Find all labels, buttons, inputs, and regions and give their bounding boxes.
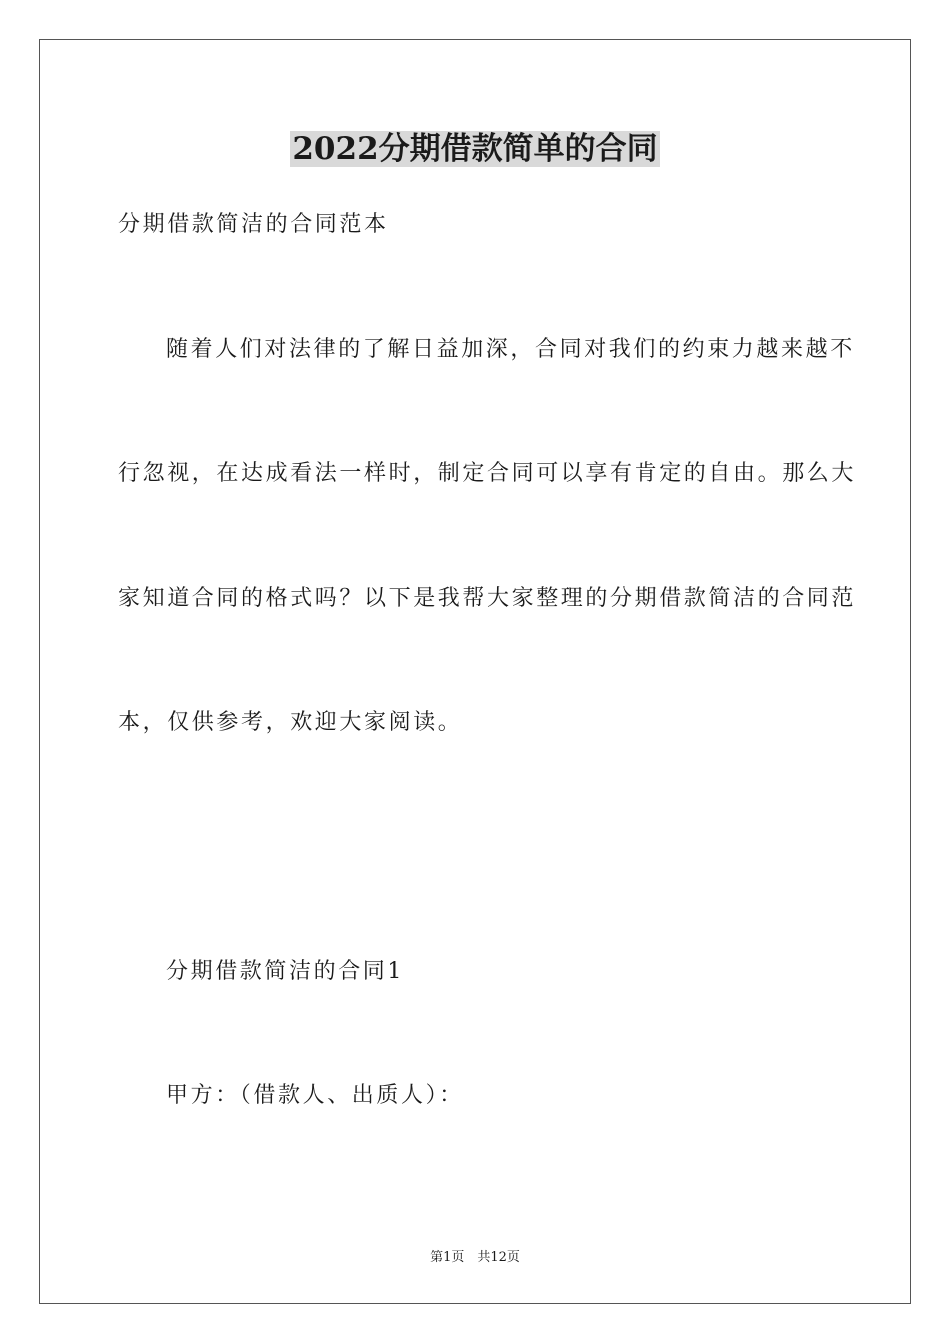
page-footer: 第1页 共12页 — [430, 1250, 520, 1265]
paragraph-line-1: 随着人们对法律的了解日益加深，合同对我们的约束力越来越不 — [166, 337, 855, 362]
paragraph-line-3: 家知道合同的格式吗？以下是我帮大家整理的分期借款简洁的合同范 — [118, 586, 857, 611]
document-title — [0, 128, 950, 170]
document-subtitle: 分期借款简洁的合同范本 — [118, 212, 389, 237]
section-heading: 分期借款简洁的合同1 — [166, 959, 404, 984]
title-text: 2022分期借款简单的合同 — [292, 131, 658, 167]
paragraph-line-4: 本，仅供参考，欢迎大家阅读。 — [118, 710, 463, 735]
paragraph-line-2: 行忽视，在达成看法一样时，制定合同可以享有肯定的自由。那么大 — [118, 461, 857, 486]
party-a-line: 甲方：（借款人、出质人）： — [166, 1083, 464, 1108]
